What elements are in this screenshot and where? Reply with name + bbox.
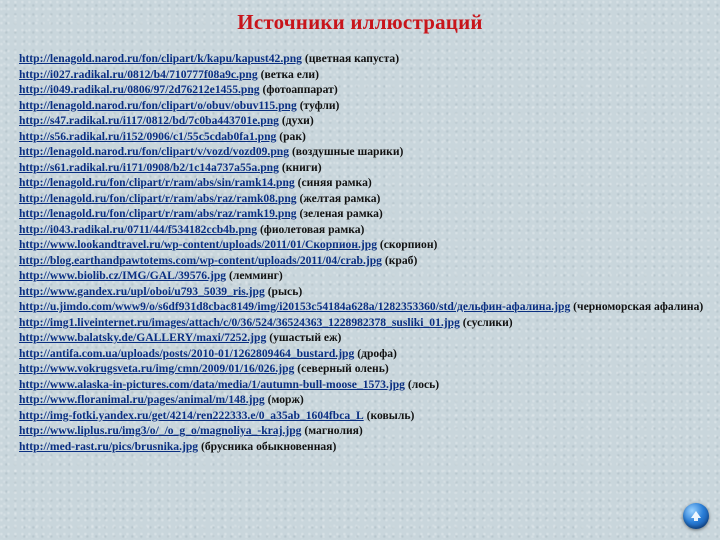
source-description: (брусника обыкновенная) [201,439,337,453]
source-link[interactable]: http://www.vokrugsveta.ru/img/cmn/2009/01/16/026.jpg [19,362,295,375]
source-description: (фиолетовая рамка) [259,222,365,236]
source-link[interactable]: http://med-rast.ru/pics/brusnika.jpg [19,439,199,453]
source-entry [19,346,709,362]
source-description: (черноморская афалина) [573,300,704,313]
source-description: (синяя рамка) [297,176,372,189]
source-entry [19,423,709,439]
source-description: (суслики) [462,315,513,329]
source-description: (морж) [267,393,304,406]
source-description: (северный олень) [297,362,389,375]
source-link[interactable]: http://www.liplus.ru/img3/o/_/o_g_o/magnoliya_-kraj.jpg [19,424,302,437]
source-link[interactable]: http://www.alaska-in-pictures.com/data/media/1/autumn-bull-moose_1573.jpg [19,377,405,391]
source-link[interactable]: http://www.balatsky.de/GALLERY/maxi/7252.jpg [19,331,267,344]
source-link[interactable]: http://lenagold.ru/fon/clipart/r/ram/abs/raz/ramk08.png [19,191,297,205]
source-description: (краб) [384,253,418,267]
source-link[interactable]: http://i049.radikal.ru/0806/97/2d76212e1455.png [19,83,260,96]
source-entry [19,206,709,222]
source-link[interactable]: http://lenagold.narod.ru/fon/clipart/o/obuv/obuv115.png [19,98,297,112]
source-entry [19,144,709,160]
source-description: (зеленая рамка) [299,207,383,220]
source-entry [19,330,709,346]
source-entry [19,237,709,253]
nav-up-button[interactable] [683,503,709,529]
source-entry [19,129,709,145]
source-link[interactable]: http://blog.earthandpawtotems.com/wp-content/uploads/2011/04/crab.jpg [19,253,382,267]
source-entry [19,222,709,238]
source-description: (магнолия) [304,424,363,437]
source-entry [19,253,709,269]
source-link[interactable]: http://s56.radikal.ru/i152/0906/c1/55c5cdab0fa1.png [19,129,277,143]
sources-list [19,51,709,454]
source-entry [19,299,709,315]
source-link[interactable]: http://s47.radikal.ru/i117/0812/bd/7c0ba443701e.png [19,114,279,127]
source-link[interactable]: http://img1.liveinternet.ru/images/attach/c/0/36/524/36524363_1228982378_susliki_01.jpg [19,315,460,329]
source-entry [19,361,709,377]
source-description: (книги) [281,160,322,174]
source-description: (духи) [281,114,314,127]
source-entry [19,98,709,114]
source-link[interactable]: http://lenagold.narod.ru/fon/clipart/k/kapu/kapust42.png [19,52,302,65]
source-link[interactable]: http://lenagold.ru/fon/clipart/r/ram/abs/sin/ramk14.png [19,176,295,189]
source-link[interactable]: http://antifa.com.ua/uploads/posts/2010-01/1262809464_bustard.jpg [19,346,355,360]
source-description: (цветная капуста) [304,52,400,65]
source-description: (дрофа) [357,346,397,360]
source-entry [19,284,709,300]
source-description: (лемминг) [229,269,283,282]
source-description: (воздушные шарики) [291,145,404,158]
source-description: (скорпион) [379,238,438,251]
source-description: (ковыль) [366,408,415,422]
source-link[interactable]: http://i027.radikal.ru/0812/b4/710777f08a9c.png [19,67,258,81]
source-description: (ушастый еж) [269,331,342,344]
source-link[interactable]: http://lenagold.narod.ru/fon/clipart/v/vozd/vozd09.png [19,145,290,158]
source-entry [19,82,709,98]
source-description: (фотоаппарат) [262,83,338,96]
source-entry [19,191,709,207]
source-link[interactable]: http://lenagold.ru/fon/clipart/r/ram/abs/raz/ramk19.png [19,207,297,220]
source-entry [19,408,709,424]
source-link[interactable]: http://www.biolib.cz/IMG/GAL/39576.jpg [19,269,227,282]
source-link[interactable]: http://www.gandex.ru/upl/oboi/u793_5039_ris.jpg [19,284,265,298]
source-link[interactable]: http://img-fotki.yandex.ru/get/4214/ren222333.e/0_a35ab_1604fbca_L [19,408,364,422]
source-link[interactable]: http://www.floranimal.ru/pages/animal/m/148.jpg [19,393,265,406]
source-link[interactable]: http://i043.radikal.ru/0711/44/f534182ccb4b.png [19,222,258,236]
arrow-up-icon [689,509,703,523]
source-entry [19,113,709,129]
page-title: Источники иллюстраций [237,10,483,34]
source-entry [19,315,709,331]
source-link[interactable]: http://www.lookandtravel.ru/wp-content/uploads/2011/01/Скорпион.jpg [19,238,378,251]
source-description: (рысь) [267,284,303,298]
source-entry [19,175,709,191]
source-description: (рак) [279,129,306,143]
source-entry [19,160,709,176]
source-link[interactable]: http://s61.radikal.ru/i171/0908/b2/1c14a737a55a.png [19,160,279,174]
source-entry [19,268,709,284]
source-description: (лось) [407,377,440,391]
source-entry [19,439,709,455]
source-link[interactable]: http://u.jimdo.com/www9/o/s6df931d8cbac8149/img/i20153c54184a628a/1282353360/std/дельфин-афалина.jpg [19,300,571,313]
source-entry [19,51,709,67]
source-entry [19,377,709,393]
source-entry [19,392,709,408]
source-description: (ветка ели) [260,67,319,81]
source-description: (туфли) [299,98,340,112]
source-entry [19,67,709,83]
source-description: (желтая рамка) [299,191,381,205]
